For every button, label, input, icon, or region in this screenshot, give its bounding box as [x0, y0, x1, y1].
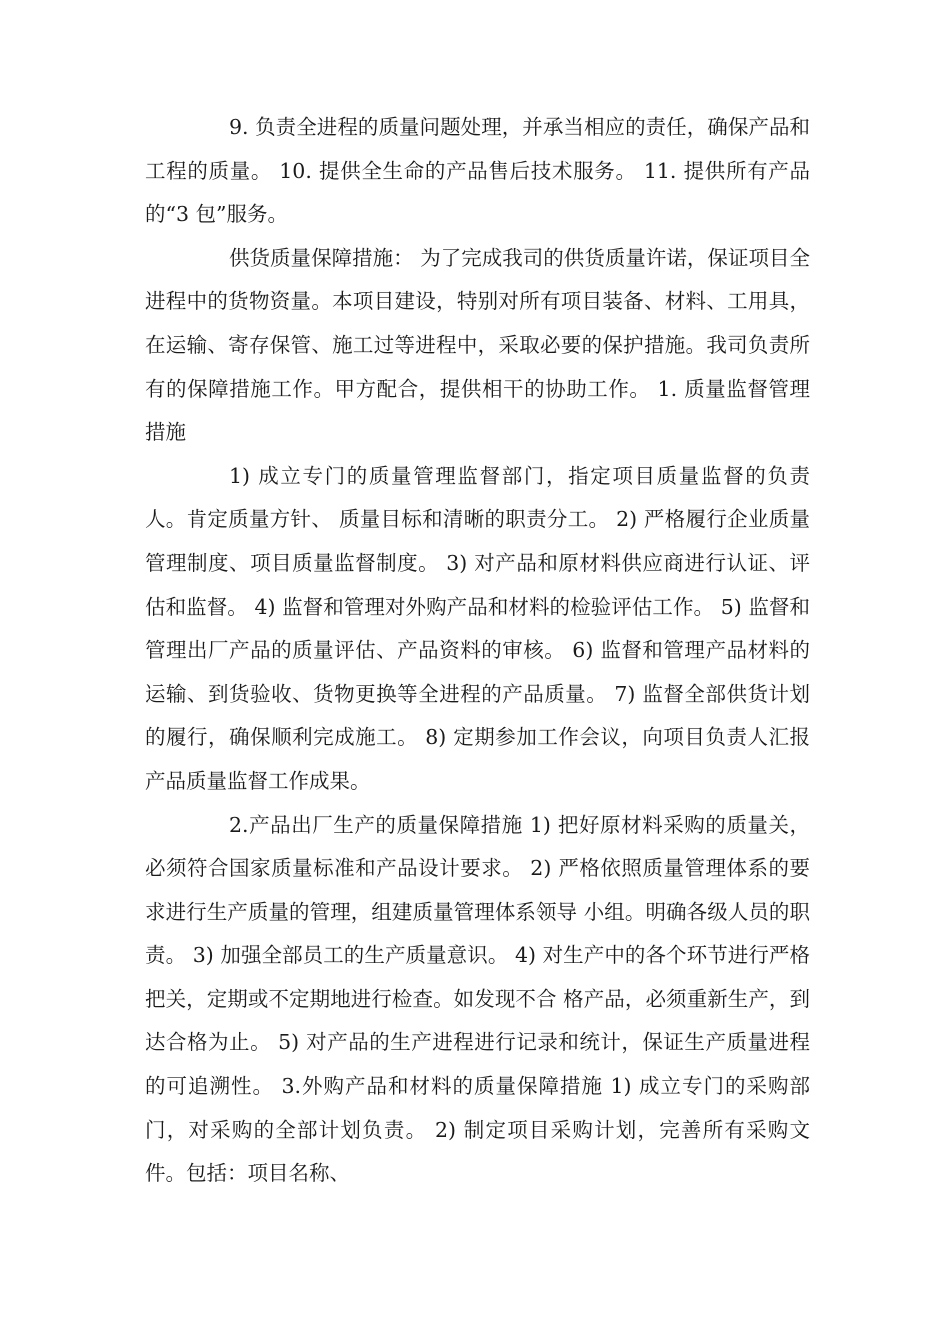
body-text: [145, 106, 810, 1196]
paragraph-after-sales: 9. 负责全进程的质量问题处理，并承当相应的责任，确保产品和工程的质量。 10. 提供全生命的产品售后技术服务。 11. 提供所有产品的“3 包”服务。: [145, 115, 810, 227]
paragraph-production-quality: 2.产品出厂生产的质量保障措施 1) 把好原材料采购的质量关，必须符合国家质量标准和产品设计要求。 2) 严格依照质量管理体系的要求进行生产质量的管理，组建质量管理体系领导 小组。明确各级人员的职责。 3) 加强全部员工的生产质量意识。 4) 对生产中的各个环节进行严格把关，定期或不定期地进行检查。如发现不合 格产品，必须重新生产，到达合格为止。 5) 对产品的生产进程进行记录和统计，保证生产质量进程的可追溯性。 3.外购产品和材料的质量保障措施 1) 成立专门的采购部门，对采购的全部计划负责。 2) 制定项目采购计划，完善所有采购文件。包括：项目名称、: [145, 812, 810, 1186]
paragraph-supply-quality: 供货质量保障措施： 为了完成我司的供货质量许诺，保证项目全进程中的货物资量。本项目建设，特别对所有项目装备、材料、工用具，在运输、寄存保管、施工过等进程中，采取必要的保护措施。我司负责所有的保障措施工作。甲方配合，提供相干的协助工作。 1. 质量监督管理措施: [145, 245, 810, 445]
paragraph-quality-supervision: 1) 成立专门的质量管理监督部门，指定项目质量监督的负责人。肯定质量方针、 质量目标和清晰的职责分工。 2) 严格履行企业质量管理制度、项目质量监督制度。 3) 对产品和原材料供应商进行认证、评估和监督。 4) 监督和管理对外购产品和材料的检验评估工作。 5) 监督和管理出厂产品的质量评估、产品资料的审核。 6) 监督和管理产品材料的运输、到货验收、货物更换等全进程的产品质量。 7) 监督全部供货计划的履行，确保顺利完成施工。 8) 定期参加工作会议，向项目负责人汇报产品质量监督工作成果。: [145, 463, 810, 793]
